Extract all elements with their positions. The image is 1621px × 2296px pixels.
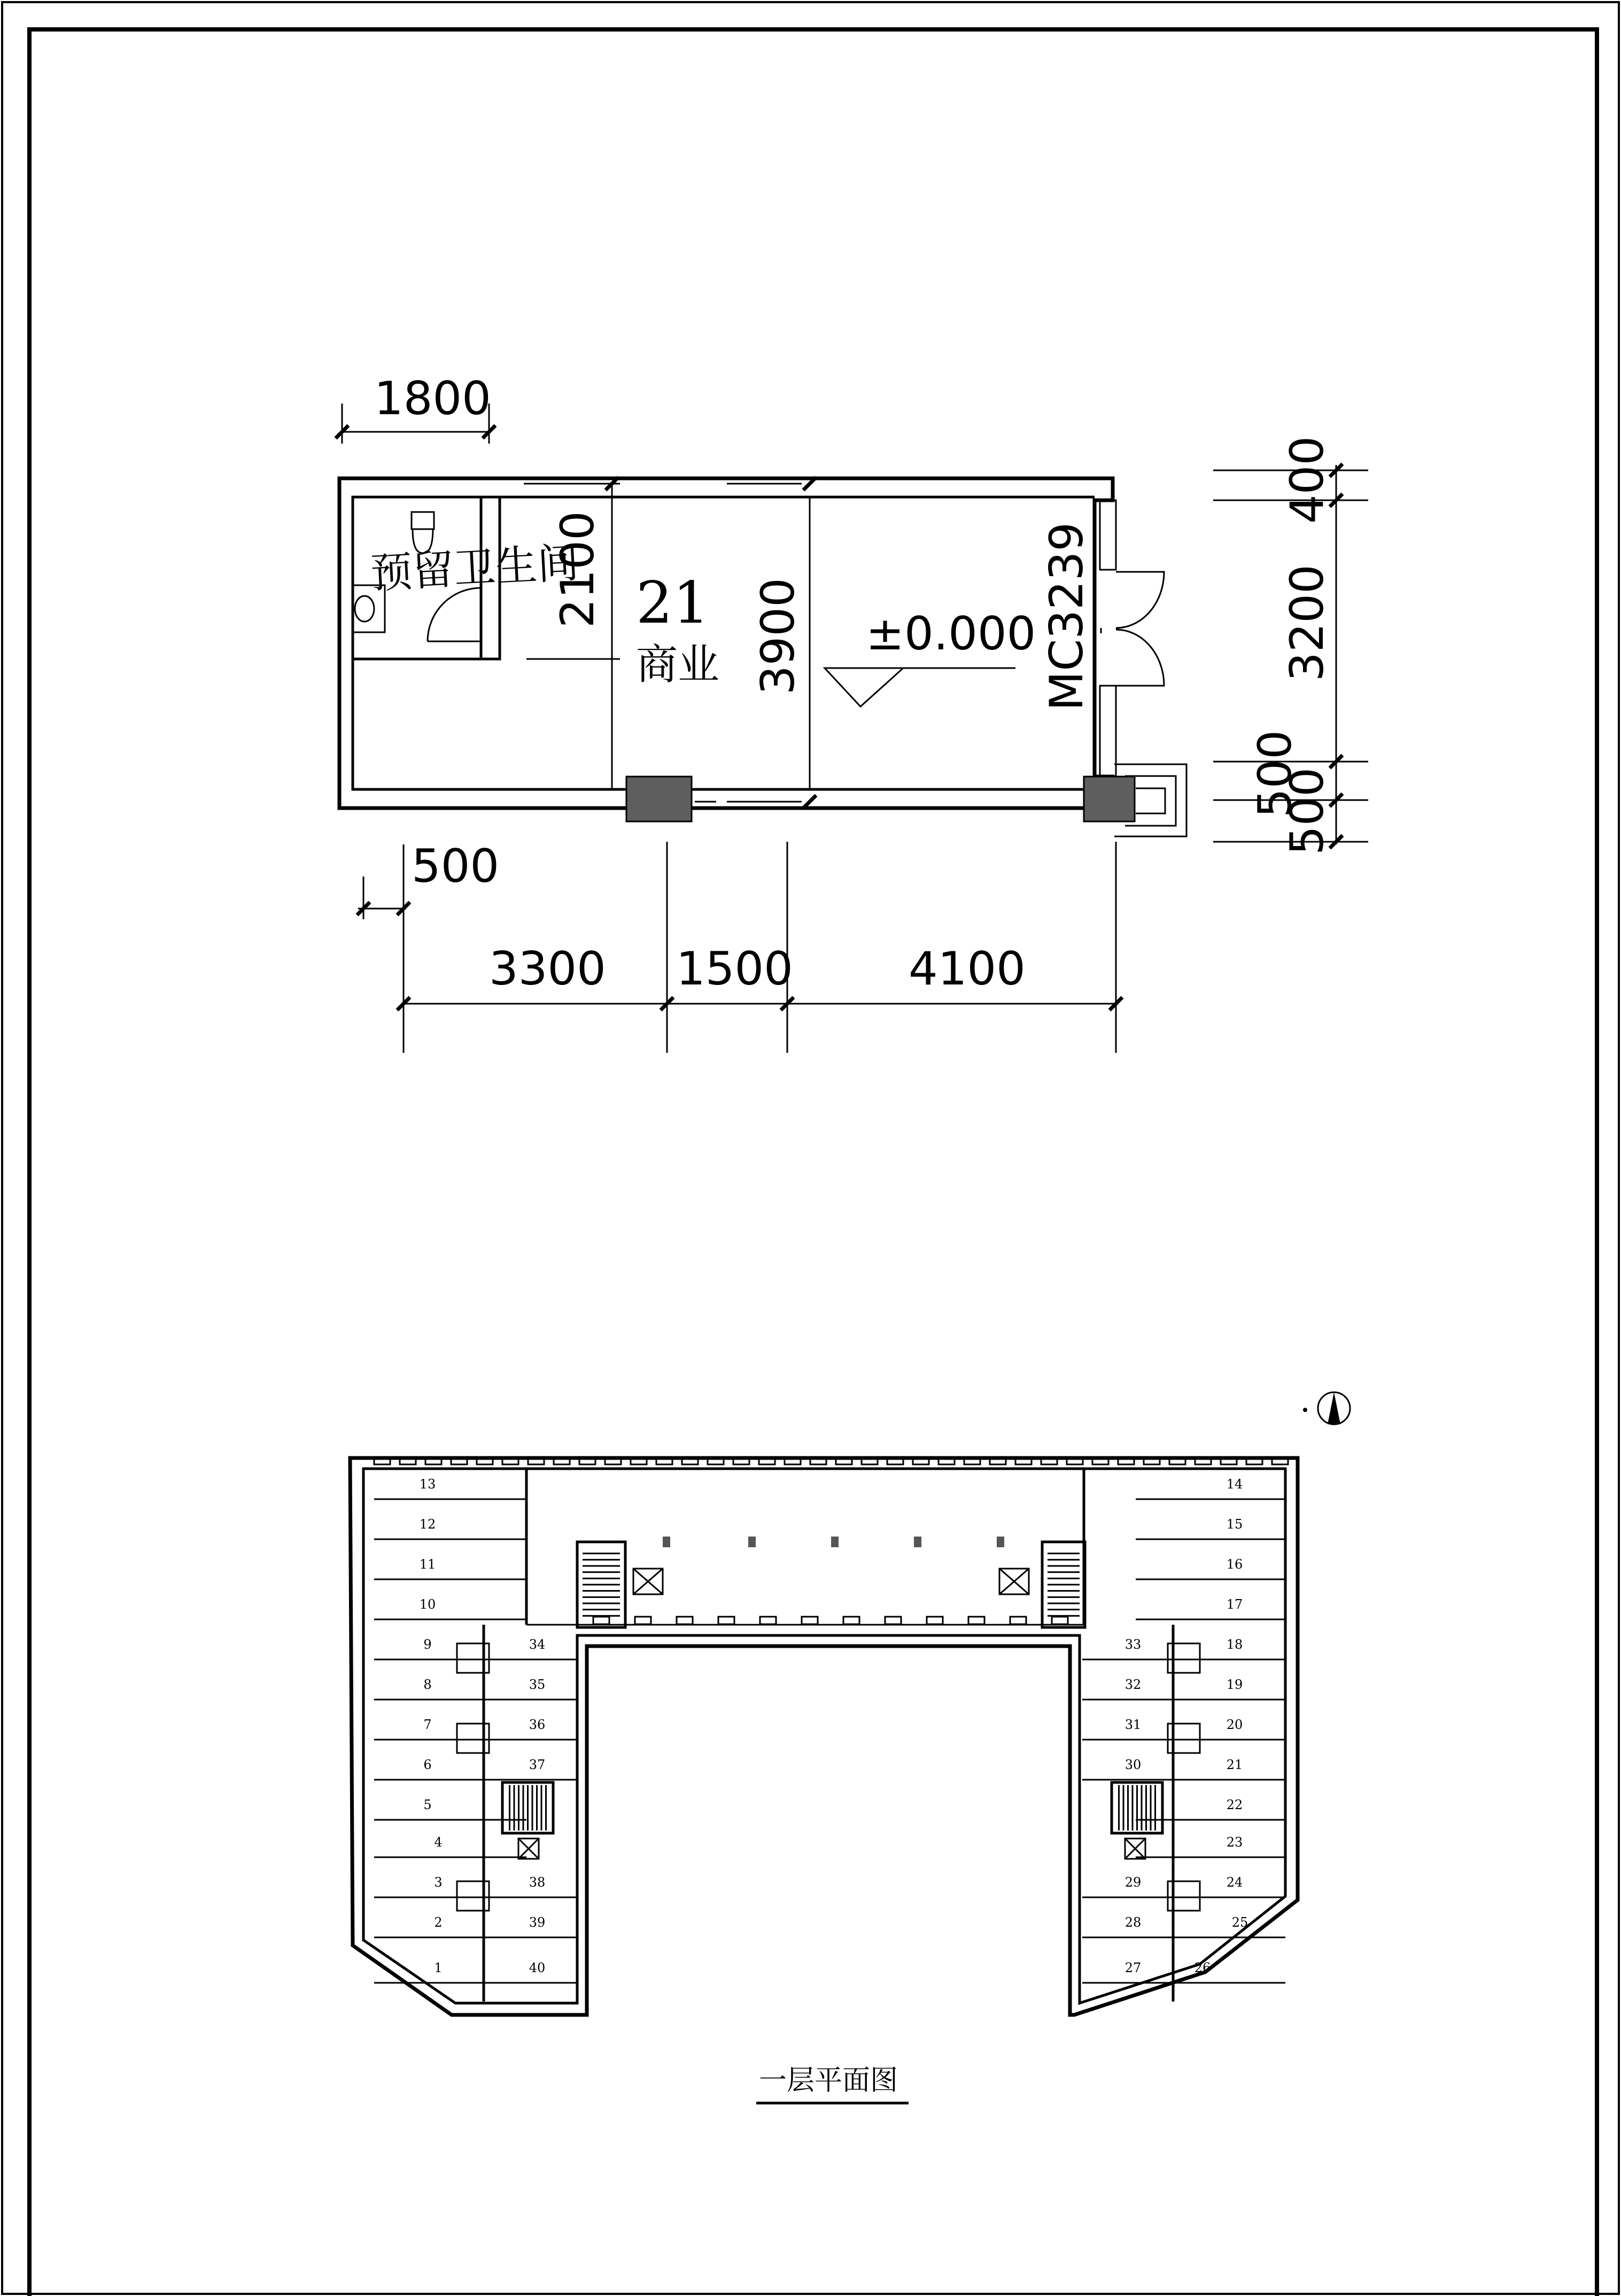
hall-column <box>748 1537 756 1547</box>
stair-left <box>583 1554 620 1616</box>
unit-number-label: 30 <box>1124 1757 1142 1772</box>
unit-number-label: 9 <box>423 1637 432 1652</box>
unit-number-label: 26 <box>1194 1960 1211 1975</box>
unit-number: 21 <box>636 570 710 637</box>
unit-number-label: 13 <box>419 1477 436 1492</box>
unit-number-label: 8 <box>423 1677 432 1692</box>
elevator-cross <box>518 1839 539 1859</box>
unit-number-label: 1 <box>434 1960 443 1975</box>
door-code: MC3239 <box>1040 522 1093 711</box>
dim-2100-label: 2100 <box>551 511 604 628</box>
unit-number-label: 36 <box>529 1717 546 1732</box>
window-mark <box>760 1617 776 1624</box>
unit-number-label: 37 <box>529 1757 546 1772</box>
front-window-row <box>593 1617 1068 1624</box>
hall-column <box>663 1537 670 1547</box>
unit-number-label: 18 <box>1226 1637 1243 1652</box>
hall-columns <box>663 1537 1004 1547</box>
stair-right <box>1048 1554 1080 1616</box>
structural-column <box>1084 777 1135 821</box>
window-mark <box>802 1617 818 1624</box>
unit-number-label: 20 <box>1226 1717 1243 1732</box>
building-inner-outline <box>363 1469 1285 2003</box>
window-mark <box>635 1617 651 1624</box>
unit-use-label: 商业 <box>636 641 720 689</box>
unit-number-label: 28 <box>1124 1915 1142 1930</box>
unit-number-label: 3 <box>434 1875 443 1890</box>
window-mark <box>1010 1617 1026 1624</box>
hall-column <box>831 1537 839 1547</box>
unit-number-label: 38 <box>529 1875 546 1890</box>
elevation-marker-icon <box>825 668 903 707</box>
window-mark <box>968 1617 984 1624</box>
structural-column <box>626 777 692 821</box>
unit-number-label: 12 <box>419 1517 436 1532</box>
unit-number-label: 17 <box>1226 1597 1243 1612</box>
wc-tank <box>412 512 434 529</box>
dim-3300-label: 3300 <box>489 942 606 996</box>
unit-number-label: 32 <box>1124 1677 1142 1692</box>
elevator-cross <box>1125 1839 1145 1859</box>
floor-elevation: ±0.000 <box>866 607 1036 661</box>
right-wing-units <box>1082 1477 1285 2002</box>
dim-3900-label: 3900 <box>751 578 805 695</box>
north-arrow-dot <box>1303 1408 1307 1412</box>
dim-top-label: 1800 <box>374 372 491 425</box>
unit-number-label: 29 <box>1124 1875 1142 1890</box>
unit-number-label: 6 <box>423 1757 432 1772</box>
unit-number-label: 40 <box>529 1960 546 1975</box>
entrance-door-swing <box>1116 572 1164 686</box>
unit-number-label: 14 <box>1226 1477 1243 1492</box>
unit-number-label: 23 <box>1226 1835 1243 1850</box>
left-wing-units <box>374 1477 576 2002</box>
window-mark <box>718 1617 734 1624</box>
toilet-door-swing <box>428 588 481 641</box>
floor-plan-title: 一层平面图 <box>759 2065 898 2097</box>
unit-number-label: 5 <box>423 1797 432 1812</box>
wing-stair-right-treads <box>1119 1785 1155 1830</box>
door-jamb <box>1100 686 1116 777</box>
elevator-cross <box>999 1569 1029 1594</box>
wing-stair-left-treads <box>510 1785 546 1830</box>
hall-column <box>997 1537 1004 1547</box>
unit-number-label: 39 <box>529 1915 546 1930</box>
toilet-label: 预留卫生间 <box>369 539 580 598</box>
unit-number-label: 16 <box>1226 1557 1243 1572</box>
unit-number-label: 31 <box>1124 1717 1142 1732</box>
unit-number-label: 22 <box>1226 1797 1243 1812</box>
floor-plan <box>350 1392 1350 2103</box>
sheet-inner-border <box>29 29 1597 2296</box>
unit-number-label: 34 <box>529 1637 546 1652</box>
dim-3200-label: 3200 <box>1281 564 1334 681</box>
dim-4100-label: 4100 <box>909 942 1026 996</box>
unit-number-label: 27 <box>1124 1960 1142 1975</box>
unit-number-label: 11 <box>419 1557 436 1572</box>
dim-500-label: 500 <box>1248 730 1302 818</box>
north-arrow-needle <box>1328 1392 1340 1424</box>
dim-500-label: 500 <box>1281 767 1334 855</box>
elevator-cross <box>633 1569 663 1594</box>
window-mark <box>927 1617 943 1624</box>
dim-400-label: 400 <box>1281 436 1334 524</box>
window-mark <box>677 1617 693 1624</box>
unit-plan <box>336 372 1368 1053</box>
window-mark <box>885 1617 901 1624</box>
unit-number-label: 15 <box>1226 1517 1243 1532</box>
hall-column <box>914 1537 921 1547</box>
window-mark <box>1052 1617 1068 1624</box>
unit-number-label: 25 <box>1231 1915 1248 1930</box>
dim-1500-label: 1500 <box>676 942 793 996</box>
basin-bowl <box>355 596 374 622</box>
unit-number-label: 33 <box>1124 1637 1142 1652</box>
door-jamb <box>1100 500 1116 570</box>
dim-500-bottom-label: 500 <box>412 840 500 893</box>
building-outline <box>350 1458 1298 2015</box>
dim-tick <box>803 795 816 808</box>
unit-number-label: 19 <box>1226 1677 1243 1692</box>
unit-number-label: 24 <box>1226 1875 1243 1890</box>
unit-number-label: 4 <box>434 1835 443 1850</box>
unit-number-label: 10 <box>419 1597 436 1612</box>
unit-number-label: 35 <box>529 1677 546 1692</box>
unit-number-label: 7 <box>423 1717 432 1732</box>
unit-number-label: 2 <box>434 1915 443 1930</box>
sheet-outer-border <box>2 2 1619 2294</box>
window-mark <box>593 1617 609 1624</box>
window-mark <box>843 1617 859 1624</box>
unit-number-label: 21 <box>1226 1757 1243 1772</box>
